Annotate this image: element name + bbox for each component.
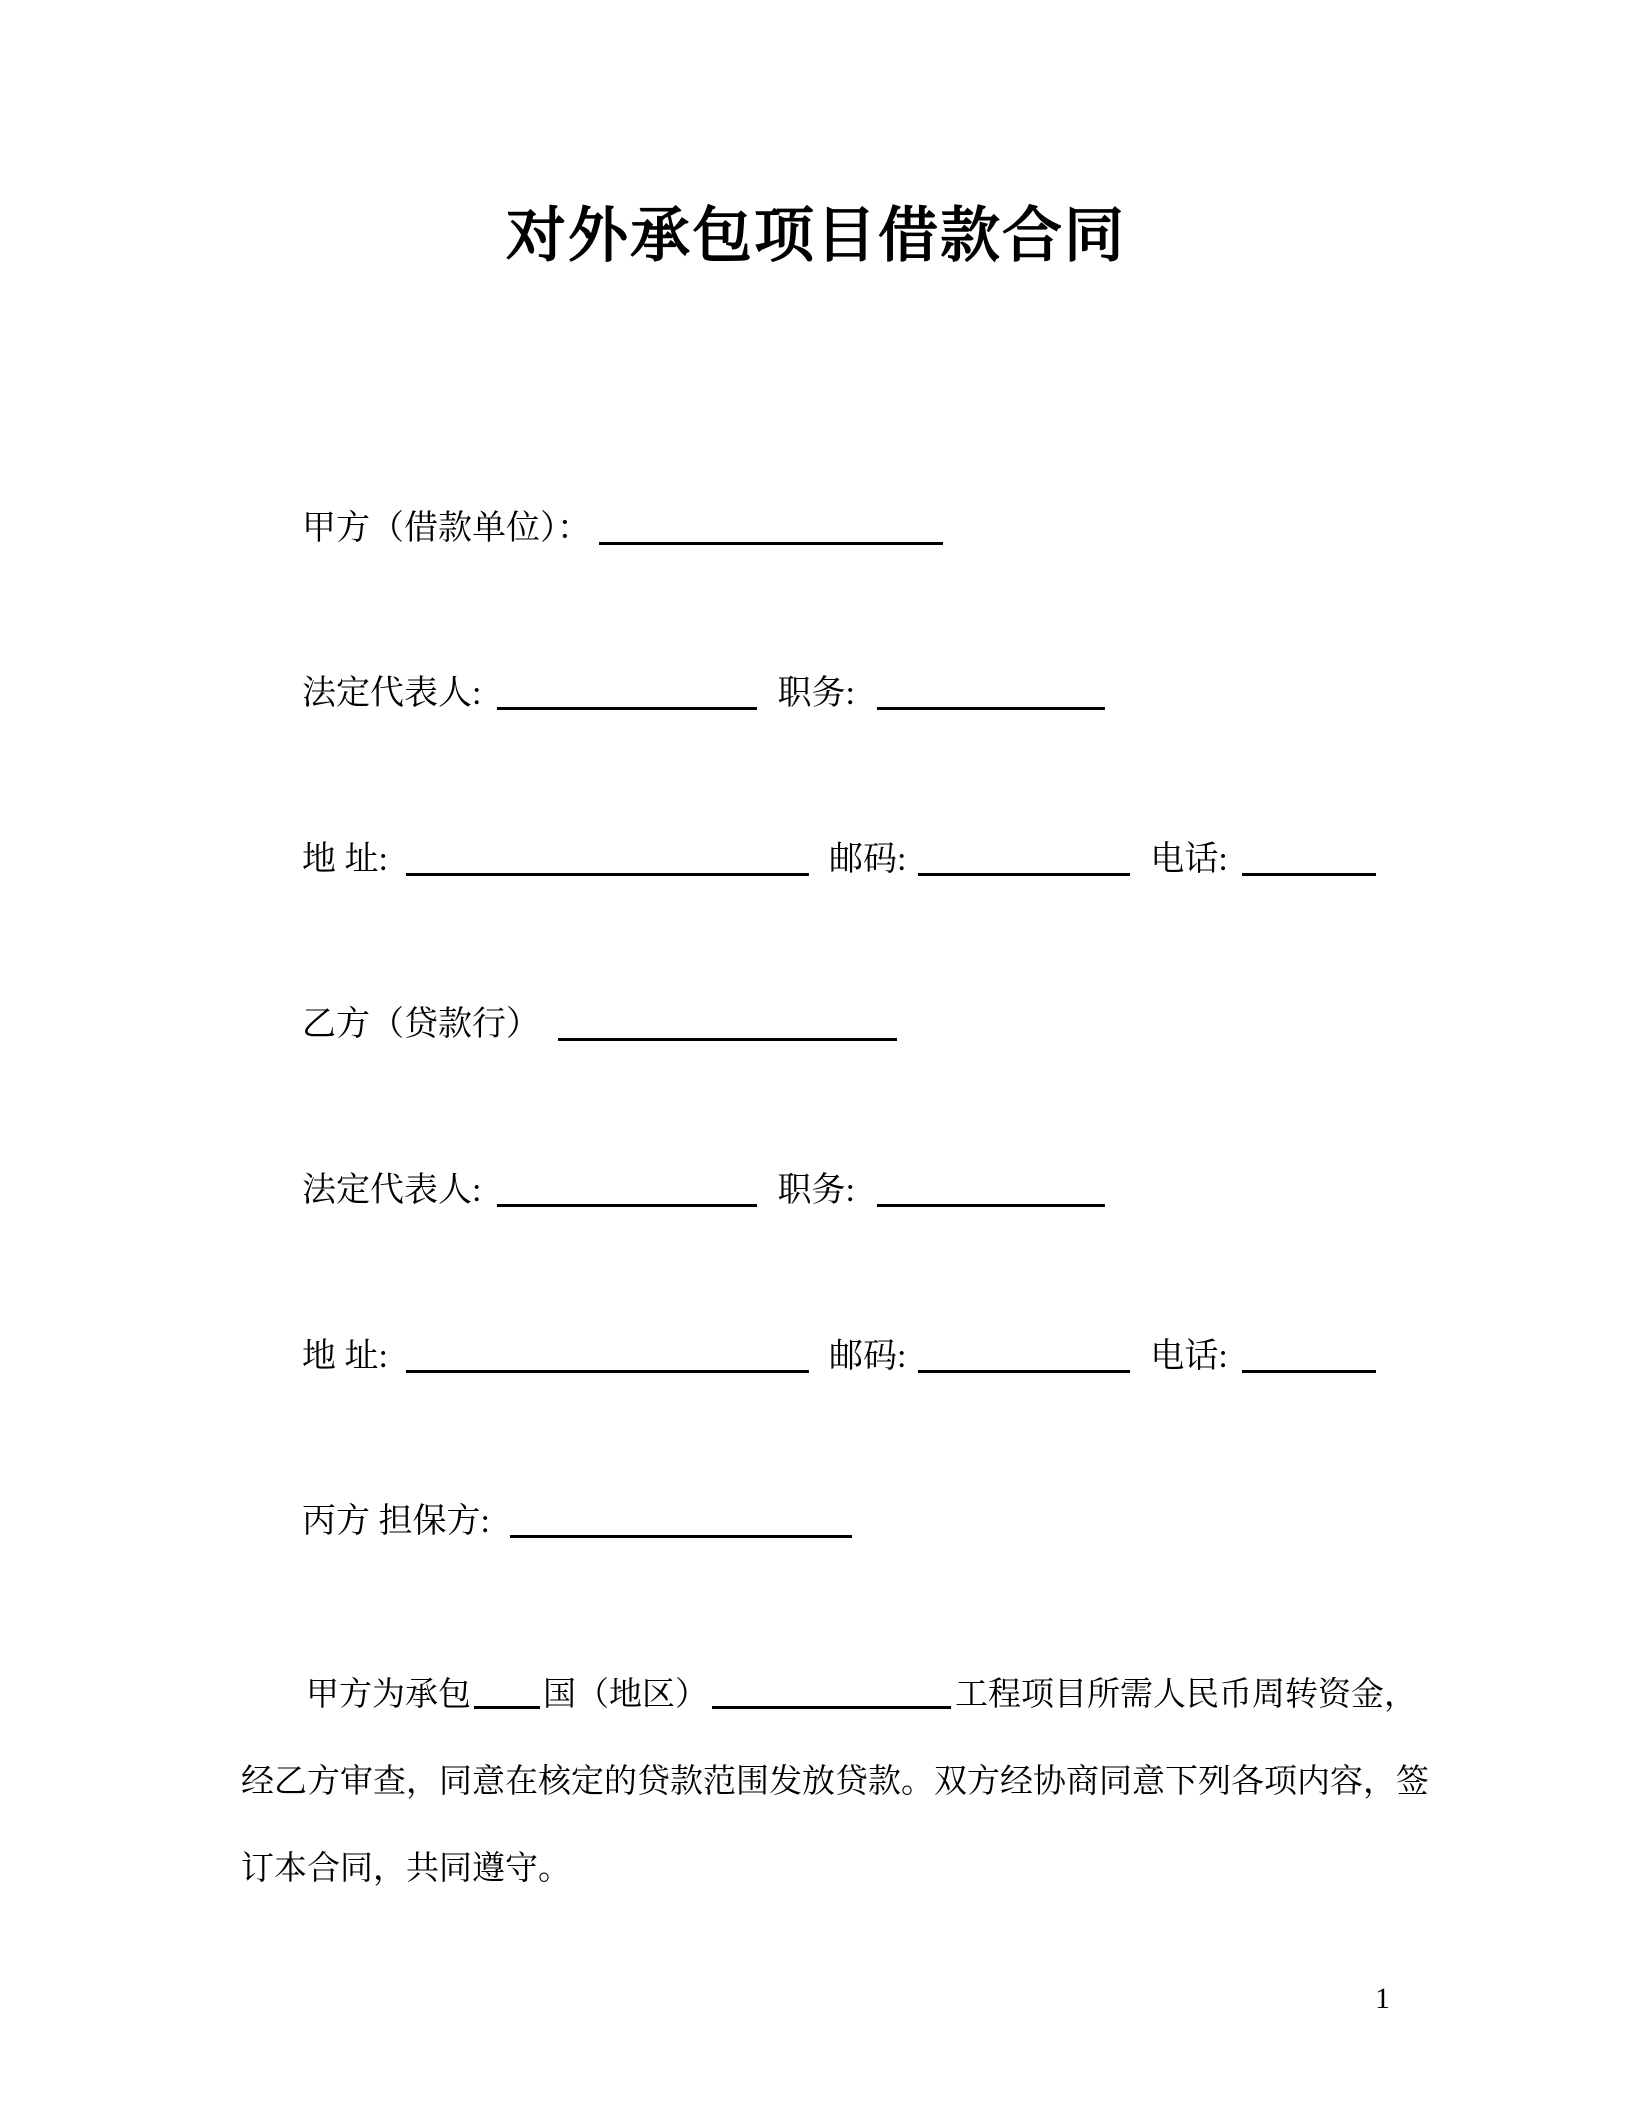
party-b-phone-label: 电话:: [1150, 1338, 1228, 1375]
party-a-address-row: [302, 836, 1376, 884]
intro-paragraph-line-1: [241, 1652, 1417, 1739]
party-a-address-blank[interactable]: [406, 842, 809, 876]
party-a-name-blank[interactable]: [599, 511, 943, 545]
party-b-name-blank[interactable]: [558, 1007, 897, 1041]
party-b-address-blank[interactable]: [406, 1339, 809, 1373]
party-a-name-label: 甲方（借款单位）：: [302, 510, 591, 547]
intro-line1-tail: 工程项目所需人民币周转资金，: [955, 1677, 1417, 1713]
party-b-postcode-blank[interactable]: [918, 1339, 1130, 1373]
party-b-phone-blank[interactable]: [1242, 1339, 1376, 1373]
country-blank[interactable]: [474, 1679, 540, 1709]
page-number: 1: [1375, 1982, 1390, 2015]
party-c-name-label: 丙方 担保方:: [302, 1503, 490, 1540]
party-a-postcode-blank[interactable]: [918, 842, 1130, 876]
party-b-legal-rep-label: 法定代表人:: [302, 1172, 482, 1209]
party-b-legal-rep-row: [302, 1167, 1105, 1215]
party-b-name-row: [302, 1001, 897, 1049]
party-a-position-blank[interactable]: [877, 676, 1105, 710]
party-b-name-label: 乙方（贷款行）: [302, 1006, 540, 1043]
intro-paragraph-line-3: 订本合同，共同遵守。: [241, 1851, 571, 1887]
party-a-postcode-label: 邮码:: [828, 841, 907, 878]
party-a-phone-blank[interactable]: [1242, 842, 1376, 876]
party-b-address-row: [302, 1333, 1376, 1381]
party-c-name-row: [302, 1498, 852, 1546]
party-a-name-row: [302, 505, 943, 553]
party-a-legal-rep-row: [302, 670, 1105, 718]
party-a-legal-rep-blank[interactable]: [497, 676, 757, 710]
party-b-address-label: 地 址:: [302, 1338, 388, 1375]
party-a-position-label: 职务:: [777, 675, 855, 712]
intro-paragraph-line-2: 经乙方审查，同意在核定的贷款范围发放贷款。双方经协商同意下列各项内容，签: [241, 1764, 1429, 1800]
intro-paragraph: [241, 1652, 1429, 1913]
party-b-postcode-label: 邮码:: [828, 1338, 907, 1375]
document-title: 对外承包项目借款合同: [506, 202, 1126, 269]
intro-line1-lead: 甲方为承包: [306, 1677, 471, 1713]
party-a-legal-rep-label: 法定代表人:: [302, 675, 482, 712]
party-b-position-label: 职务:: [777, 1172, 855, 1209]
project-name-blank[interactable]: [712, 1679, 951, 1709]
party-b-legal-rep-blank[interactable]: [497, 1173, 757, 1207]
intro-line1-mid: 国（地区）: [543, 1677, 708, 1713]
party-c-name-blank[interactable]: [510, 1504, 852, 1538]
party-b-position-blank[interactable]: [877, 1173, 1105, 1207]
party-a-address-label: 地 址:: [302, 841, 388, 878]
party-a-phone-label: 电话:: [1150, 841, 1228, 878]
